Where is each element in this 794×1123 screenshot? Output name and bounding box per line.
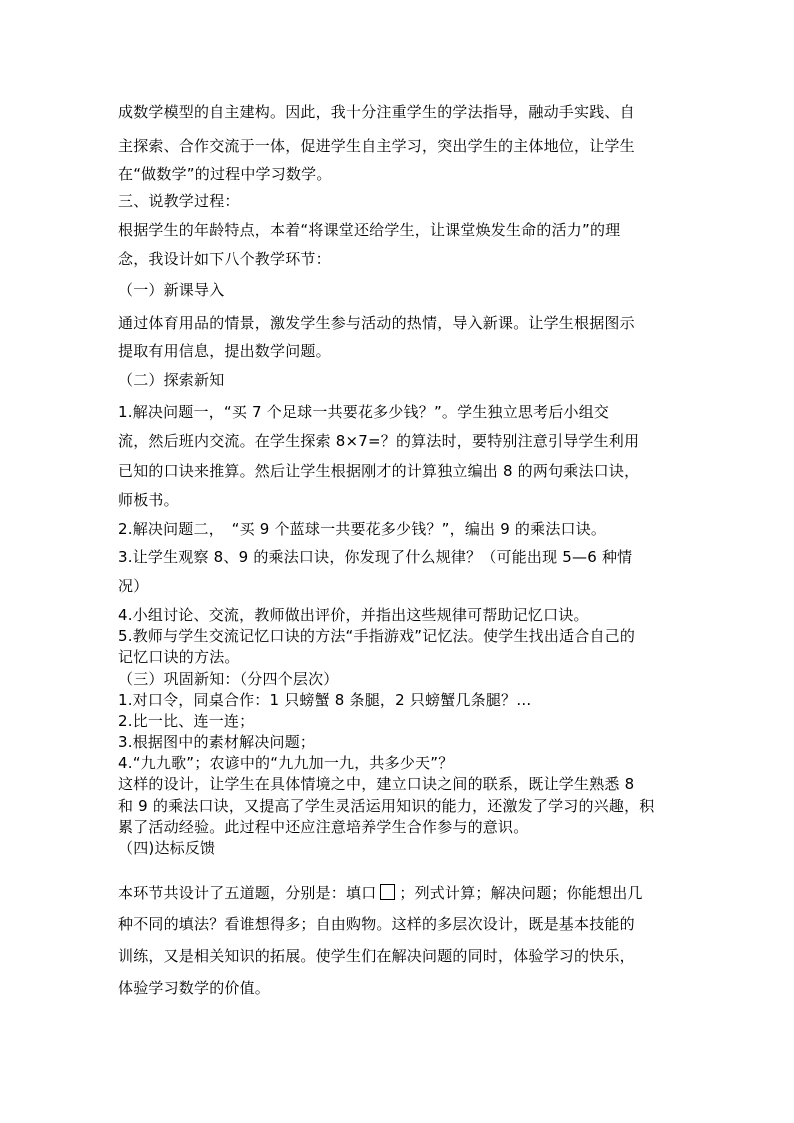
paragraph-line: 3.根据图中的素材解决问题； [118, 733, 316, 751]
paragraph-line: 在“做数学”的过程中学习数学。 [118, 165, 332, 183]
paragraph-line: 提取有用信息，提出数学问题。 [118, 342, 331, 360]
paragraph-line: 1.对口令，同桌合作：1 只螃蟹 8 条腿，2 只螃蟹几条腿？… [118, 691, 532, 709]
paragraph-line: 记忆口诀的方法。 [118, 648, 240, 666]
text-segment: ；列式计算；解决问题；你能想出几 [399, 884, 643, 902]
paragraph-line: 通过体育用品的情景，激发学生参与活动的热情，导入新课。让学生根据图示 [118, 314, 635, 332]
paragraph-line: 根据学生的年龄特点，本着“将课堂还给学生，让课堂焕发生命的活力”的理 [118, 221, 621, 239]
section-heading: 三、说教学过程： [118, 192, 240, 210]
paragraph-line: 和 9 的乘法口诀，又提高了学生灵活运用知识的能力，还激发了学习的兴趣，积 [118, 797, 655, 815]
paragraph-line: 累了活动经验。此过程中还应注意培养学生合作参与的意识。 [118, 818, 529, 836]
paragraph-line: 4.“九九歌”；农谚中的“九九加一九，共多少天”？ [118, 754, 454, 772]
paragraph-line [118, 883, 643, 903]
paragraph-line: 5.教师与学生交流记忆口诀的方法“手指游戏”记忆法。使学生找出适合自己的 [118, 627, 636, 645]
paragraph-line: 这样的设计，让学生在具体情境之中，建立口诀之间的联系，既让学生熟悉 8 [118, 775, 635, 793]
paragraph-line: 念，我设计如下八个教学环节： [118, 250, 331, 268]
paragraph-line: 况） [118, 577, 149, 595]
paragraph-line: 成数学模型的自主建构。因此，我十分注重学生的学法指导，融动手实践、自 [118, 103, 635, 121]
subsection-heading: （一）新课导入 [118, 281, 225, 299]
paragraph-line: 4.小组讨论、交流，教师做出评价，并指出这些规律可帮助记忆口诀。 [118, 606, 589, 624]
paragraph-line: 种不同的填法？看谁想得多；自由购物。这样的多层次设计，既是基本技能的 [118, 915, 635, 933]
paragraph-line: 流，然后班内交流。在学生探索 8×7=？的算法时，要特别注意引导学生利用 [118, 432, 640, 450]
subsection-heading: （二）探索新知 [118, 371, 225, 389]
subsection-heading: （三）巩固新知：（分四个层次） [118, 670, 339, 688]
paragraph-line: 2.解决问题二， “买 9 个蓝球一共要花多少钱？”，编出 9 的乘法口诀。 [118, 520, 607, 538]
paragraph-line: 3.让学生观察 8、9 的乘法口诀，你发现了什么规律？（可能出现 5—6 种情 [118, 548, 633, 566]
paragraph-line: 1.解决问题一，“买 7 个足球一共要花多少钱？”。学生独立思考后小组交 [118, 403, 610, 421]
paragraph-line: 训练，又是相关知识的拓展。使学生们在解决问题的同时，体验学习的快乐， [118, 947, 635, 965]
paragraph-line: 体验学习数学的价值。 [118, 979, 271, 997]
paragraph-line: 2.比一比、连一连； [118, 712, 255, 730]
paragraph-line: 主探索、合作交流于一体，促进学生自主学习，突出学生的主体地位，让学生 [118, 137, 635, 155]
paragraph-line: 师板书。 [118, 491, 179, 509]
paragraph-line: 已知的口诀来推算。然后让学生根据刚才的计算独立编出 8 的两句乘法口诀， [118, 462, 640, 480]
text-segment: 本环节共设计了五道题，分别是：填口 [118, 884, 377, 902]
blank-box-icon [380, 884, 395, 900]
subsection-heading: （四)达标反馈 [118, 839, 216, 857]
